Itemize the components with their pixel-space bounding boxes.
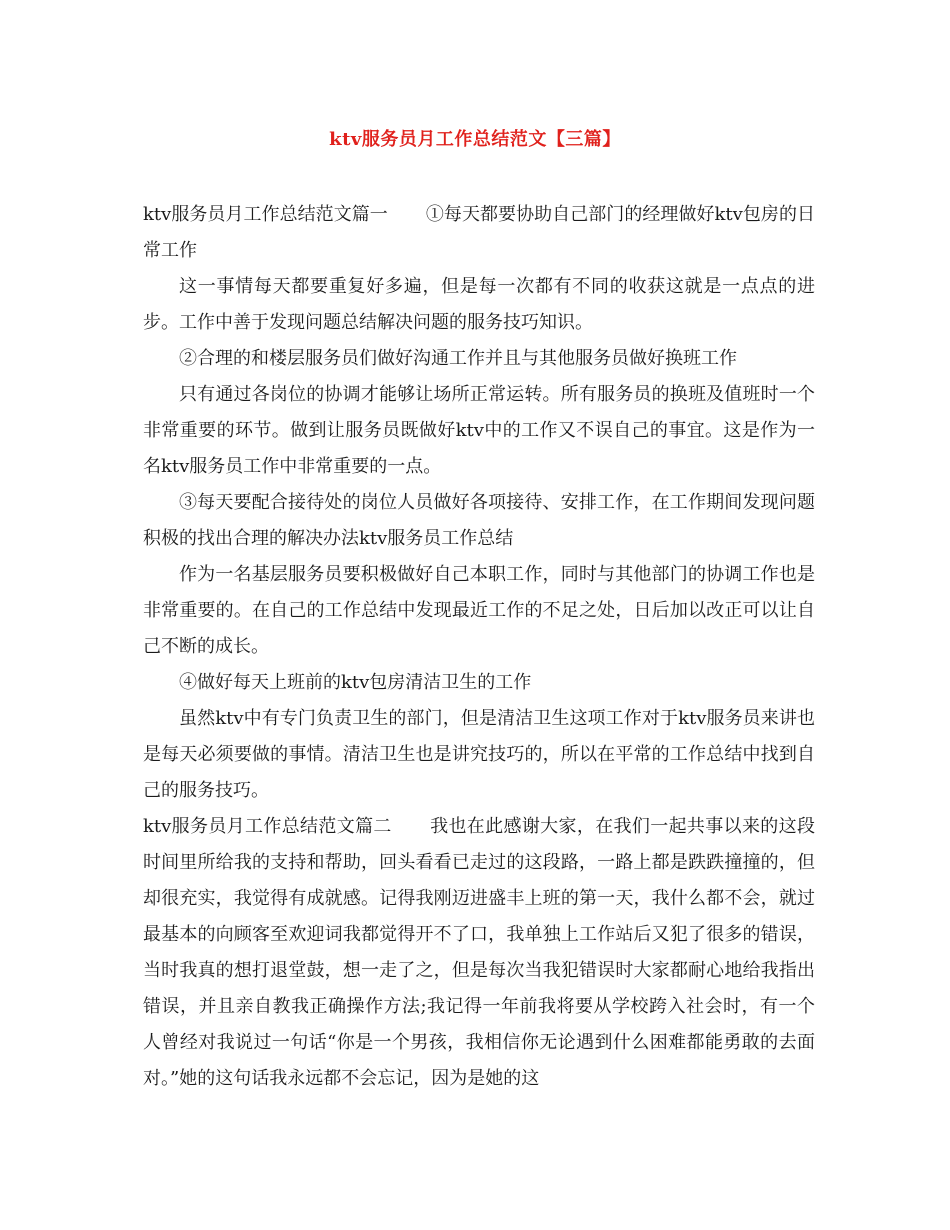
paragraph-6: 作为一名基层服务员要积极做好自己本职工作，同时与其他部门的协调工作也是非常重要的。在自己的工作总结中发现最近工作的不足之处，日后加以改正可以让自己不断的成长。	[143, 564, 815, 657]
paragraph-9	[143, 809, 815, 1097]
paragraph-4: 只有通过各岗位的协调才能够让场所正常运转。所有服务员的换班及值班时一个非常重要的环节。做到让服务员既做好ktv中的工作又不误自己的事宜。这是作为一名ktv服务员工作中非常重要的一点。	[143, 384, 815, 477]
document-body	[143, 197, 815, 1097]
paragraph-7: ④做好每天上班前的ktv包房清洁卫生的工作	[179, 672, 532, 693]
section-heading-2: ktv服务员月工作总结范文篇二	[143, 816, 392, 837]
section-heading-1: ktv服务员月工作总结范文篇一	[143, 204, 388, 225]
paragraph-8: 虽然ktv中有专门负责卫生的部门，但是清洁卫生这项工作对于ktv服务员来讲也是每天必须要做的事情。清洁卫生也是讲究技巧的，所以在平常的工作总结中找到自己的服务技巧。	[143, 708, 815, 801]
paragraph-text: 我也在此感谢大家，在我们一起共事以来的这段时间里所给我的支持和帮助，回头看看已走过的这段路，一路上都是跌跌撞撞的，但却很充实，我觉得有成就感。记得我刚迈进盛丰上班的第一天，我什么都不会，就过最基本的向顾客至欢迎词我都觉得开不了口，我单独上工作站后又犯了很多的错误，当时我真的想打退堂鼓，想一走了之，但是每次当我犯错误时大家都耐心地给我指出错误，并且亲自教我正确操作方法;我记得一年前我将要从学校跨入社会时，有一个人曾经对我说过一句话“你是一个男孩，我相信你无论遇到什么困难都能勇敢的去面对。”她的这句话我永远都不会忘记，因为是她的这	[143, 816, 815, 1089]
paragraph-5: ③每天要配合接待处的岗位人员做好各项接待、安排工作，在工作期间发现问题积极的找出合理的解决办法ktv服务员工作总结	[143, 492, 815, 549]
document-title: ktv服务员月工作总结范文【三篇】	[329, 129, 621, 150]
paragraph-2: 这一事情每天都要重复好多遍，但是每一次都有不同的收获这就是一点点的进步。工作中善于发现问题总结解决问题的服务技巧知识。	[143, 276, 815, 333]
paragraph-text: ①每天都要协助自己部门的经理做好ktv包房的日常工作	[143, 204, 816, 261]
paragraph-1	[143, 197, 815, 269]
paragraph-3: ②合理的和楼层服务员们做好沟通工作并且与其他服务员做好换班工作	[179, 348, 737, 369]
